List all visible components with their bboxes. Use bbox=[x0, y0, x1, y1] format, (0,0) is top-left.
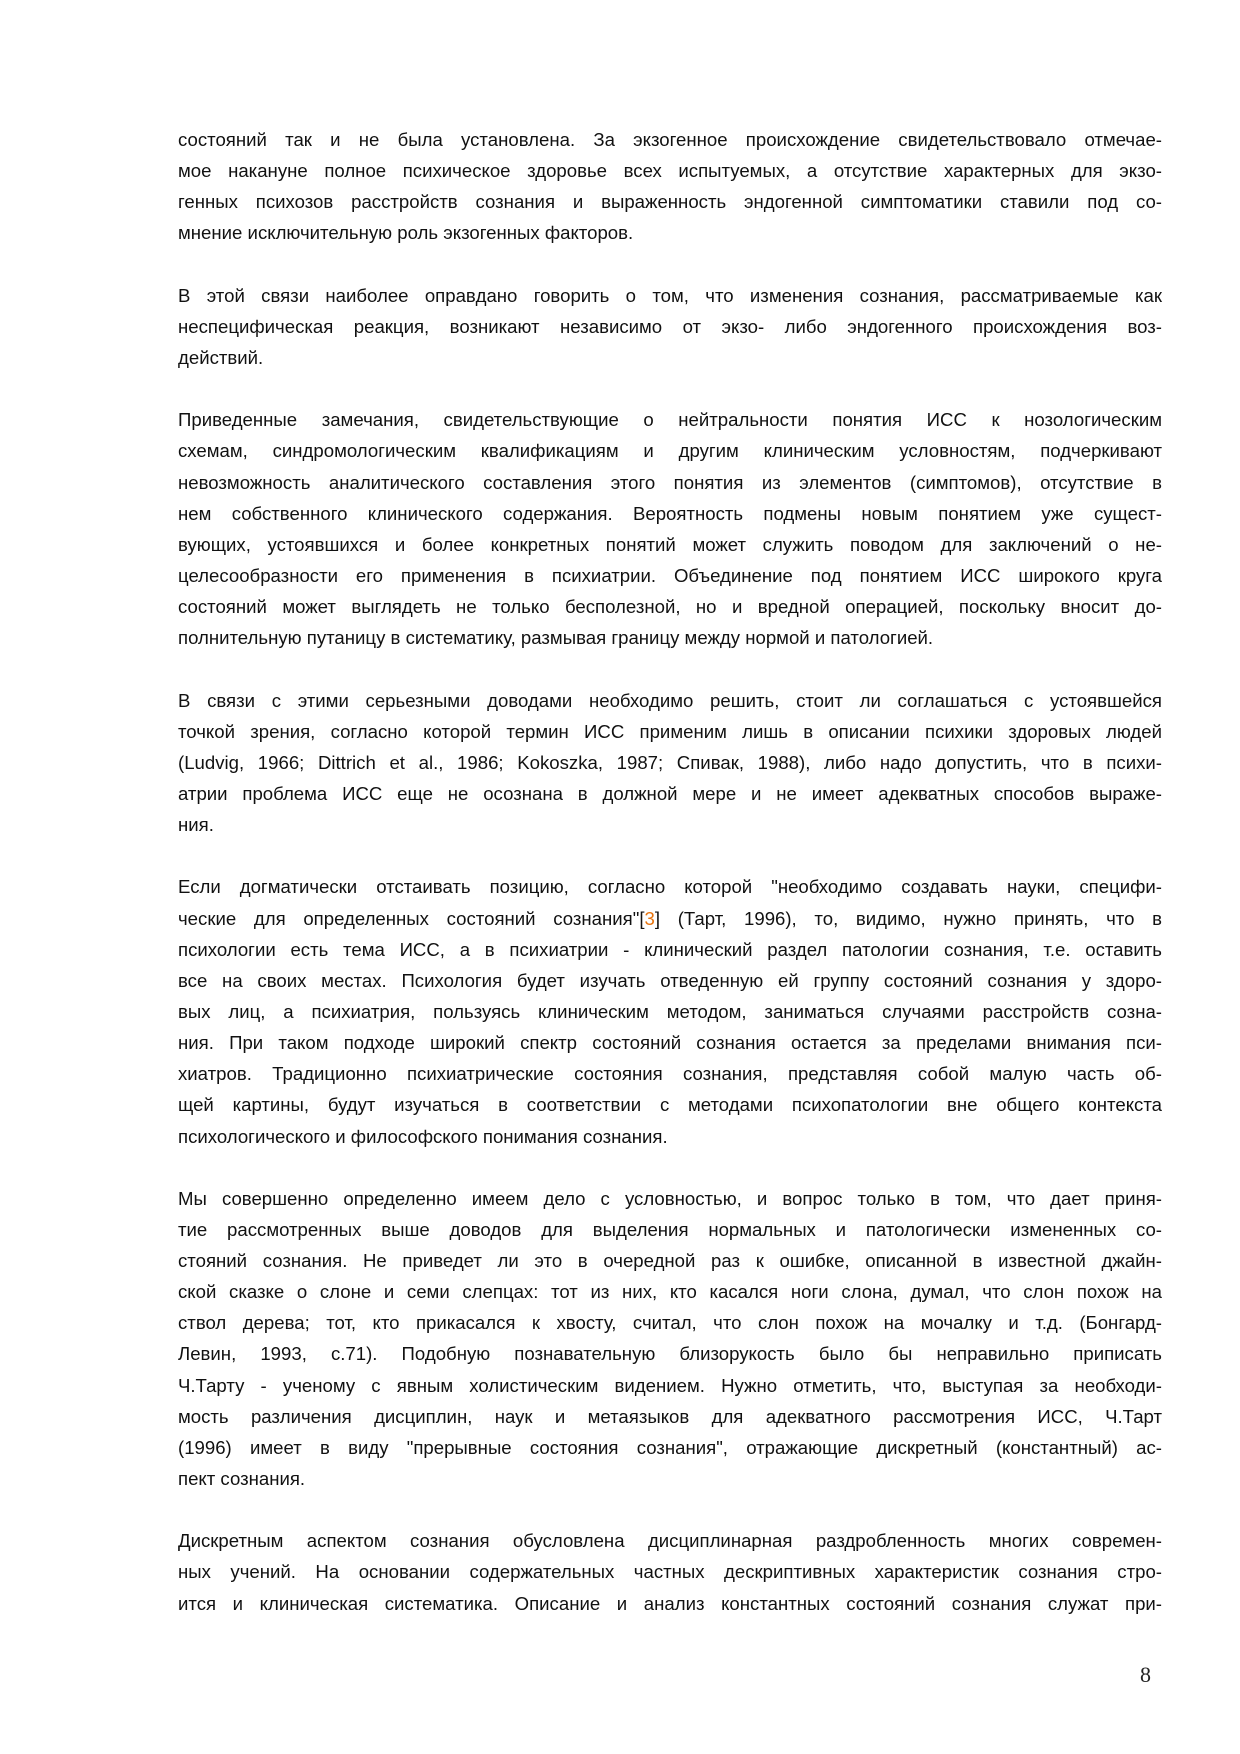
text-line: состояний так и не была установлена. За экзогенное происхождение свидетельствовало отмечае- bbox=[178, 129, 1162, 150]
text-line: атрии проблема ИСС еще не осознана в должной мере и не имеет адекватных способов выраже- bbox=[178, 782, 1162, 804]
text-line: Приведенные замечания, свидетельствующие о нейтральности понятия ИСС к нозологическим bbox=[178, 409, 1162, 431]
citation-link[interactable]: 3 bbox=[644, 907, 655, 929]
text-line: вующих, устоявшихся и более конкретных понятий может служить поводом для заключений о не- bbox=[178, 533, 1162, 555]
text-line: целесообразности его применения в психиатрии. Объединение под понятием ИСС широкого круга bbox=[178, 564, 1162, 586]
text-line: тие рассмотренных выше доводов для выделения нормальных и патологически измененных со- bbox=[178, 1218, 1162, 1240]
text-line: Если догматически отстаивать позицию, согласно которой "необходимо создавать науки, специфи- bbox=[178, 876, 1162, 898]
text-line: точкой зрения, согласно которой термин ИСС применим лишь в описании психики здоровых людей bbox=[178, 720, 1162, 742]
text-line: схемам, синдромологическим квалификациям и другим клиническим условностям, подчеркивают bbox=[178, 440, 1162, 462]
text-line: мое накануне полное психическое здоровье всех испытуемых, а отсутствие характерных для экзо- bbox=[178, 160, 1162, 182]
text-line: хиатров. Традиционно психиатрические состояния сознания, представляя собой малую часть об- bbox=[178, 1063, 1162, 1085]
text-line: Ч.Тарту - ученому с явным холистическим видением. Нужно отметить, что, выступая за необходи- bbox=[178, 1374, 1162, 1396]
text-line: состояний может выглядеть не только бесполезной, но и вредной операцией, поскольку вносит до- bbox=[178, 596, 1162, 618]
paragraph bbox=[178, 685, 1162, 841]
text-line: мость различения дисциплин, наук и метаязыков для адекватного рассмотрения ИСС, Ч.Тарт bbox=[178, 1405, 1162, 1427]
text-line: ится и клиническая систематика. Описание и анализ константных состояний сознания служат при- bbox=[178, 1592, 1162, 1614]
text-line: Дискретным аспектом сознания обусловлена дисциплинарная раздробленность многих современ- bbox=[178, 1530, 1162, 1552]
text-line: (Ludvig, 1966; Dittrich et al., 1986; Kokoszka, 1987; Спивак, 1988), либо надо допустить, что в психи- bbox=[178, 751, 1162, 773]
text-line bbox=[178, 903, 1162, 934]
text-line: щей картины, будут изучаться в соответствии с методами психопатологии вне общего контекста bbox=[178, 1094, 1162, 1116]
text-line: нем собственного клинического содержания. Вероятность подмены новым понятием уже сущест- bbox=[178, 502, 1162, 524]
text-line: В этой связи наиболее оправдано говорить о том, что изменения сознания, рассматриваемые как bbox=[178, 284, 1162, 306]
text-line: психологического и философского понимания сознания. bbox=[178, 1125, 668, 1147]
paragraph bbox=[178, 404, 1162, 653]
paragraph bbox=[178, 124, 1162, 249]
text-line: все на своих местах. Психология будет изучать отведенную ей группу состояний сознания у здоро- bbox=[178, 969, 1162, 991]
text-line: психологии есть тема ИСС, а в психиатрии - клинический раздел патологии сознания, т.е. оставить bbox=[178, 938, 1162, 960]
text-line: Мы совершенно определенно имеем дело с условностью, и вопрос только в том, что дает приня- bbox=[178, 1187, 1162, 1209]
text-line: В связи с этими серьезными доводами необходимо решить, стоит ли соглашаться с устоявшейся bbox=[178, 689, 1162, 711]
text-line: генных психозов расстройств сознания и выраженность эндогенной симптоматики ставили под со- bbox=[178, 191, 1162, 213]
text-line: Левин, 1993, с.71). Подобную познавательную близорукость было бы неправильно приписать bbox=[178, 1343, 1162, 1365]
text-line: ных учений. На основании содержательных частных дескриптивных характеристик сознания стро- bbox=[178, 1561, 1162, 1583]
text-line: ния. При таком подходе широкий спектр состояний сознания остается за пределами внимания пси- bbox=[178, 1032, 1162, 1054]
text-line: вых лиц, а психиатрия, пользуясь клиническим методом, заниматься случаями расстройств созна- bbox=[178, 1000, 1162, 1022]
paragraph bbox=[178, 1183, 1162, 1494]
text-segment: ] (Тарт, 1996), то, видимо, нужно принять, что в bbox=[654, 907, 1162, 929]
text-line: полнительную путаницу в систематику, размывая границу между нормой и патологией. bbox=[178, 627, 934, 649]
text-line: мнение исключительную роль экзогенных факторов. bbox=[178, 222, 634, 244]
text-line: стояний сознания. Не приведет ли это в очередной раз к ошибке, описанной в известной джайн- bbox=[178, 1250, 1162, 1272]
text-line: неспецифическая реакция, возникают независимо от экзо- либо эндогенного происхождения воз- bbox=[178, 315, 1162, 337]
text-line: пект сознания. bbox=[178, 1468, 306, 1490]
page-number: 8 bbox=[1140, 1662, 1151, 1687]
text-line: (1996) имеет в виду "прерывные состояния сознания", отражающие дискретный (константный) ас- bbox=[178, 1436, 1162, 1458]
text-segment: ческие для определенных состояний сознания"[ bbox=[178, 907, 645, 929]
text-line: ской сказке о слоне и семи слепцах: тот из них, кто касался ноги слона, думал, что слон похож на bbox=[178, 1281, 1162, 1303]
text-line: действий. bbox=[178, 346, 264, 368]
text-line: ствол дерева; тот, кто прикасался к хвосту, считал, что слон похож на мочалку и т.д. (Бонгард- bbox=[178, 1312, 1162, 1334]
document-body bbox=[178, 124, 1162, 1650]
paragraph bbox=[178, 1525, 1162, 1618]
paragraph bbox=[178, 280, 1162, 373]
text-line: невозможность аналитического составления этого понятия из элементов (симптомов), отсутствие в bbox=[178, 471, 1162, 493]
text-line: ния. bbox=[178, 814, 214, 836]
paragraph bbox=[178, 871, 1162, 1151]
